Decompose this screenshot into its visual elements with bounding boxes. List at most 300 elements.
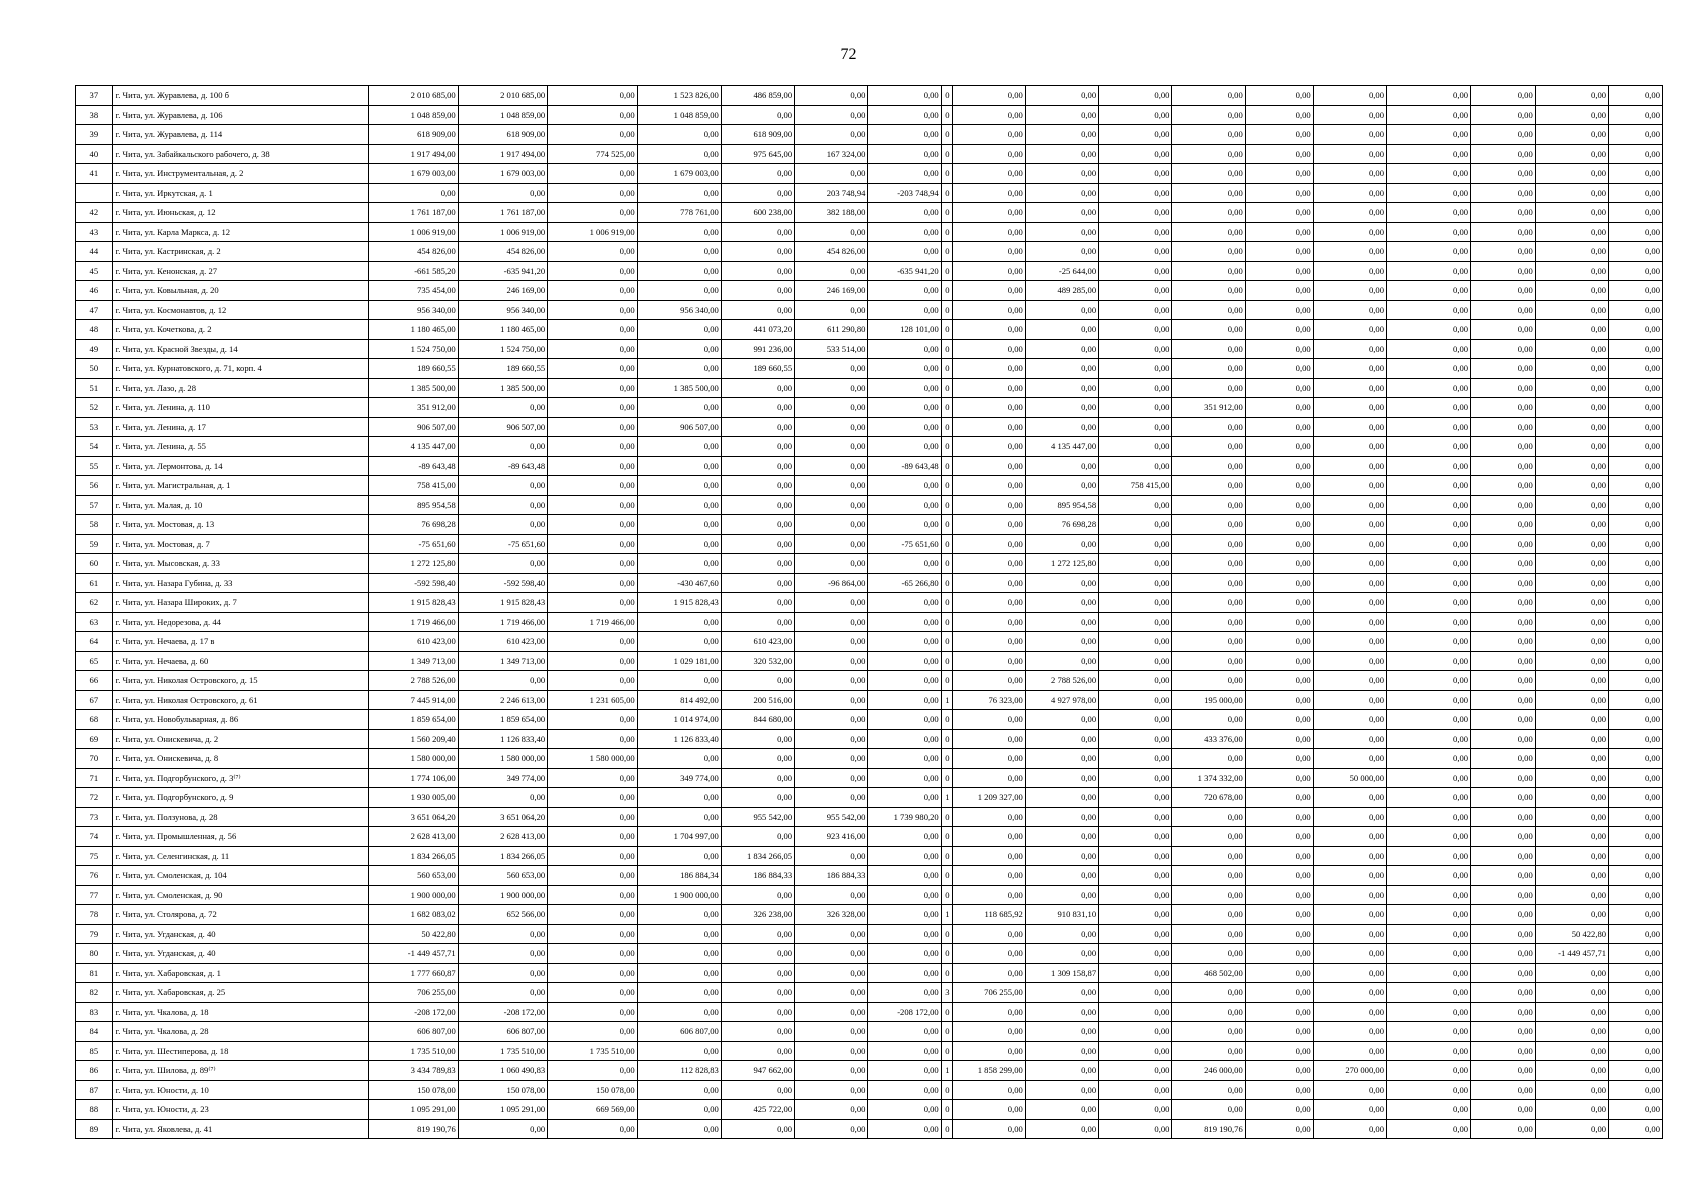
amount-cell: 0,00 [1471, 125, 1536, 145]
address-cell: г. Чита, ул. Подгорбунского, д. 3⁽⁷⁾ [112, 768, 369, 788]
amount-cell: 0,00 [1025, 105, 1098, 125]
amount-cell: 0,00 [1471, 710, 1536, 730]
amount-cell: 0,00 [1535, 476, 1608, 496]
amount-cell: 0,00 [868, 1022, 941, 1042]
amount-cell: 0,00 [795, 710, 868, 730]
amount-cell: 0,00 [795, 944, 868, 964]
amount-cell: 0,00 [1609, 729, 1663, 749]
amount-cell: 0 [941, 807, 952, 827]
amount-cell: 0,00 [1471, 749, 1536, 769]
amount-cell: 0,00 [1172, 320, 1245, 340]
amount-cell: 0,00 [637, 554, 721, 574]
row-number-cell: 68 [76, 710, 113, 730]
amount-cell: 0,00 [458, 398, 547, 418]
row-number-cell: 80 [76, 944, 113, 964]
amount-cell: 0,00 [795, 768, 868, 788]
amount-cell: 0,00 [1245, 710, 1313, 730]
amount-cell: 0,00 [1471, 534, 1536, 554]
address-cell: г. Чита, ул. Кенонская, д. 27 [112, 261, 369, 281]
amount-cell: 0,00 [1172, 593, 1245, 613]
amount-cell: 0,00 [637, 671, 721, 691]
amount-cell: 0,00 [1609, 788, 1663, 808]
amount-cell: 0,00 [637, 320, 721, 340]
amount-cell: 0,00 [637, 846, 721, 866]
amount-cell: 0,00 [548, 1061, 637, 1081]
amount-cell: 0,00 [795, 125, 868, 145]
amount-cell: 0,00 [1471, 281, 1536, 301]
amount-cell: 0,00 [1245, 671, 1313, 691]
amount-cell: 2 010 685,00 [369, 86, 458, 106]
amount-cell: 0,00 [1609, 242, 1663, 262]
amount-cell: 0,00 [868, 846, 941, 866]
amount-cell: 819 190,76 [1172, 1119, 1245, 1139]
amount-cell: 0,00 [795, 1022, 868, 1042]
amount-cell: 0,00 [1387, 1061, 1471, 1081]
amount-cell: 0,00 [868, 905, 941, 925]
amount-cell: 0,00 [795, 593, 868, 613]
amount-cell: 1 [941, 788, 952, 808]
amount-cell: 0,00 [952, 456, 1025, 476]
amount-cell: 0,00 [721, 944, 794, 964]
amount-cell: 0,00 [369, 183, 458, 203]
amount-cell: 0,00 [952, 125, 1025, 145]
amount-cell: 0,00 [1245, 203, 1313, 223]
row-number-cell: 73 [76, 807, 113, 827]
address-cell: г. Чита, ул. Мостовая, д. 7 [112, 534, 369, 554]
table-row [76, 105, 1663, 125]
amount-cell: 0,00 [868, 1061, 941, 1081]
row-number-cell: 63 [76, 612, 113, 632]
amount-cell: 0,00 [1172, 554, 1245, 574]
amount-cell: 0,00 [1471, 827, 1536, 847]
amount-cell: 0,00 [637, 632, 721, 652]
amount-cell: 0,00 [952, 1041, 1025, 1061]
amount-cell: 610 423,00 [369, 632, 458, 652]
amount-cell: 0,00 [952, 203, 1025, 223]
row-number-cell: 75 [76, 846, 113, 866]
table-row [76, 300, 1663, 320]
amount-cell: 0,00 [721, 983, 794, 1003]
amount-cell: -65 266,80 [868, 573, 941, 593]
amount-cell: 246 169,00 [795, 281, 868, 301]
table-row [76, 963, 1663, 983]
amount-cell: 0,00 [1313, 1022, 1386, 1042]
amount-cell: 4 135 447,00 [369, 437, 458, 457]
amount-cell: 0,00 [1387, 690, 1471, 710]
amount-cell: 0,00 [952, 944, 1025, 964]
amount-cell: 0 [941, 86, 952, 106]
amount-cell: 0,00 [795, 359, 868, 379]
amount-cell: 351 912,00 [369, 398, 458, 418]
amount-cell: 0,00 [1609, 593, 1663, 613]
amount-cell: 606 807,00 [369, 1022, 458, 1042]
row-number-cell: 54 [76, 437, 113, 457]
amount-cell: 1 272 125,80 [1025, 554, 1098, 574]
amount-cell: 0,00 [1099, 515, 1172, 535]
amount-cell: 0 [941, 417, 952, 437]
amount-cell: 0,00 [952, 612, 1025, 632]
amount-cell: 0 [941, 671, 952, 691]
amount-cell: 0,00 [721, 281, 794, 301]
amount-cell: 0,00 [637, 222, 721, 242]
amount-cell: 0,00 [1471, 1041, 1536, 1061]
amount-cell: 0,00 [637, 612, 721, 632]
amount-cell: 0,00 [1172, 281, 1245, 301]
address-cell: г. Чита, ул. Николая Островского, д. 61 [112, 690, 369, 710]
amount-cell: 0,00 [1172, 846, 1245, 866]
amount-cell: 0,00 [952, 1022, 1025, 1042]
amount-cell: 0 [941, 437, 952, 457]
amount-cell: 0,00 [1471, 417, 1536, 437]
amount-cell: 1 900 000,00 [637, 885, 721, 905]
amount-cell: 0,00 [1245, 729, 1313, 749]
amount-cell: 0,00 [1245, 573, 1313, 593]
address-cell: г. Чита, ул. Карла Маркса, д. 12 [112, 222, 369, 242]
amount-cell: 150 078,00 [458, 1080, 547, 1100]
amount-cell: 0,00 [1535, 261, 1608, 281]
amount-cell: 0,00 [1535, 281, 1608, 301]
amount-cell: 0,00 [868, 768, 941, 788]
amount-cell: 0,00 [1025, 788, 1098, 808]
amount-cell: 0,00 [1172, 300, 1245, 320]
amount-cell: 906 507,00 [637, 417, 721, 437]
amount-cell: 0,00 [1313, 690, 1386, 710]
amount-cell: 0,00 [721, 573, 794, 593]
table-row [76, 1022, 1663, 1042]
amount-cell: 0,00 [548, 671, 637, 691]
amount-cell: 0,00 [1025, 222, 1098, 242]
amount-cell: 1 761 187,00 [369, 203, 458, 223]
amount-cell: 0,00 [721, 729, 794, 749]
amount-cell: 0,00 [868, 1041, 941, 1061]
amount-cell: 0,00 [795, 378, 868, 398]
amount-cell: -635 941,20 [458, 261, 547, 281]
amount-cell: 0,00 [1245, 846, 1313, 866]
amount-cell: 0,00 [1535, 339, 1608, 359]
amount-cell: 0,00 [1535, 905, 1608, 925]
address-cell: г. Чита, ул. Чкалова, д. 28 [112, 1022, 369, 1042]
amount-cell: 0 [941, 924, 952, 944]
amount-cell: 2 628 413,00 [458, 827, 547, 847]
amount-cell: 0,00 [1387, 1119, 1471, 1139]
amount-cell: 0,00 [1609, 612, 1663, 632]
amount-cell: 0,00 [1609, 1061, 1663, 1081]
amount-cell: 0,00 [1172, 924, 1245, 944]
amount-cell: 0,00 [1099, 222, 1172, 242]
amount-cell: 0,00 [721, 788, 794, 808]
amount-cell: 0,00 [1535, 612, 1608, 632]
amount-cell: 0,00 [1535, 749, 1608, 769]
amount-cell: 0,00 [1099, 983, 1172, 1003]
amount-cell: -208 172,00 [868, 1002, 941, 1022]
amount-cell: -89 643,48 [868, 456, 941, 476]
amount-cell: 0,00 [721, 183, 794, 203]
amount-cell: 0,00 [1099, 788, 1172, 808]
amount-cell: 0,00 [1245, 690, 1313, 710]
amount-cell: 906 507,00 [458, 417, 547, 437]
table-row [76, 671, 1663, 691]
amount-cell: 1 560 209,40 [369, 729, 458, 749]
amount-cell: 1 095 291,00 [458, 1100, 547, 1120]
amount-cell: 0,00 [1471, 768, 1536, 788]
amount-cell: 0,00 [1172, 242, 1245, 262]
amount-cell: 0,00 [1313, 827, 1386, 847]
amount-cell: 1 679 003,00 [369, 164, 458, 184]
amount-cell: 758 415,00 [369, 476, 458, 496]
amount-cell: 1 309 158,87 [1025, 963, 1098, 983]
table-row [76, 203, 1663, 223]
amount-cell: 0,00 [1172, 1041, 1245, 1061]
amount-cell: 0,00 [1099, 242, 1172, 262]
amount-cell: 1 915 828,43 [369, 593, 458, 613]
amount-cell: 0,00 [1025, 125, 1098, 145]
amount-cell: 0,00 [637, 476, 721, 496]
amount-cell: 0,00 [1535, 1061, 1608, 1081]
amount-cell: 0,00 [1387, 398, 1471, 418]
amount-cell: 0,00 [1245, 320, 1313, 340]
amount-cell: 0,00 [1609, 320, 1663, 340]
amount-cell: 1 761 187,00 [458, 203, 547, 223]
amount-cell: 0,00 [721, 924, 794, 944]
amount-cell: 0,00 [1172, 105, 1245, 125]
amount-cell: 0,00 [868, 1100, 941, 1120]
amount-cell: 0,00 [1025, 924, 1098, 944]
amount-cell: 0,00 [952, 1100, 1025, 1120]
amount-cell: 0,00 [1535, 983, 1608, 1003]
amount-cell: 0,00 [458, 495, 547, 515]
amount-cell: 0,00 [637, 1119, 721, 1139]
amount-cell: 0 [941, 378, 952, 398]
amount-cell: 1 735 510,00 [369, 1041, 458, 1061]
amount-cell: 0,00 [721, 105, 794, 125]
amount-cell: 0,00 [952, 300, 1025, 320]
amount-cell: 186 884,34 [637, 866, 721, 886]
amount-cell: 0,00 [1535, 437, 1608, 457]
row-number-cell: 37 [76, 86, 113, 106]
amount-cell: 0,00 [1099, 417, 1172, 437]
amount-cell: 0,00 [1245, 1041, 1313, 1061]
row-number-cell: 83 [76, 1002, 113, 1022]
amount-cell: 0 [941, 261, 952, 281]
amount-cell: 618 909,00 [369, 125, 458, 145]
amount-cell: 1 930 005,00 [369, 788, 458, 808]
amount-cell: 0,00 [1535, 515, 1608, 535]
table-row [76, 125, 1663, 145]
amount-cell: 0,00 [1099, 866, 1172, 886]
amount-cell: 1 682 083,02 [369, 905, 458, 925]
amount-cell: 0,00 [1172, 456, 1245, 476]
amount-cell: -430 467,60 [637, 573, 721, 593]
amount-cell: 0,00 [637, 242, 721, 262]
amount-cell: 0,00 [1471, 924, 1536, 944]
table-row [76, 1041, 1663, 1061]
amount-cell: 0,00 [1172, 866, 1245, 886]
amount-cell: 0,00 [1535, 651, 1608, 671]
amount-cell: 0,00 [1471, 495, 1536, 515]
amount-cell: 0,00 [548, 924, 637, 944]
amount-cell: 0 [941, 495, 952, 515]
table-row [76, 846, 1663, 866]
amount-cell: 0,00 [868, 554, 941, 574]
row-number-cell: 41 [76, 164, 113, 184]
amount-cell: 0,00 [1245, 612, 1313, 632]
amount-cell: 955 542,00 [721, 807, 794, 827]
amount-cell: 0,00 [1387, 125, 1471, 145]
amount-cell: 1 006 919,00 [458, 222, 547, 242]
amount-cell: 956 340,00 [458, 300, 547, 320]
amount-cell: 1 048 859,00 [458, 105, 547, 125]
amount-cell: 0,00 [548, 846, 637, 866]
amount-cell: 0,00 [548, 515, 637, 535]
amount-cell: 1 834 266,05 [721, 846, 794, 866]
amount-cell: 1 385 500,00 [369, 378, 458, 398]
amount-cell: 0,00 [721, 534, 794, 554]
amount-cell: 0,00 [1535, 710, 1608, 730]
row-number-cell: 40 [76, 144, 113, 164]
row-number-cell: 79 [76, 924, 113, 944]
amount-cell: 0,00 [952, 632, 1025, 652]
amount-cell: 0,00 [868, 417, 941, 437]
amount-cell: 0,00 [1471, 86, 1536, 106]
amount-cell: 0,00 [1025, 1002, 1098, 1022]
amount-cell: 0,00 [1172, 144, 1245, 164]
amount-cell: 326 328,00 [795, 905, 868, 925]
amount-cell: 606 807,00 [637, 1022, 721, 1042]
amount-cell: 906 507,00 [369, 417, 458, 437]
amount-cell: 669 569,00 [548, 1100, 637, 1120]
amount-cell: 0,00 [868, 1119, 941, 1139]
amount-cell: 0,00 [1387, 846, 1471, 866]
amount-cell: 0,00 [1471, 456, 1536, 476]
address-cell: г. Чита, ул. Смоленская, д. 104 [112, 866, 369, 886]
amount-cell: 0,00 [548, 378, 637, 398]
amount-cell: 0,00 [1387, 417, 1471, 437]
row-number-cell: 53 [76, 417, 113, 437]
amount-cell: 1 915 828,43 [637, 593, 721, 613]
address-cell: г. Чита, ул. Июньская, д. 12 [112, 203, 369, 223]
amount-cell: 0,00 [952, 1119, 1025, 1139]
amount-cell: 0,00 [795, 222, 868, 242]
amount-cell: 0,00 [1025, 86, 1098, 106]
address-cell: г. Чита, ул. Кочеткова, д. 2 [112, 320, 369, 340]
amount-cell: 0,00 [868, 651, 941, 671]
amount-cell: 1 006 919,00 [548, 222, 637, 242]
amount-cell: 0,00 [868, 359, 941, 379]
address-cell: г. Чита, ул. Лазо, д. 28 [112, 378, 369, 398]
table-row [76, 164, 1663, 184]
amount-cell: -1 449 457,71 [1535, 944, 1608, 964]
amount-cell: 0,00 [1025, 1022, 1098, 1042]
amount-cell: 0,00 [952, 1080, 1025, 1100]
amount-cell: 0,00 [1313, 749, 1386, 769]
amount-cell: 0,00 [1172, 885, 1245, 905]
amount-cell: 0,00 [1471, 359, 1536, 379]
amount-cell: 0,00 [795, 476, 868, 496]
amount-cell: 0,00 [1387, 183, 1471, 203]
amount-cell: 706 255,00 [952, 983, 1025, 1003]
amount-cell: -203 748,94 [868, 183, 941, 203]
amount-cell: 0,00 [1313, 612, 1386, 632]
amount-cell: 0,00 [1387, 827, 1471, 847]
amount-cell: 0,00 [1609, 144, 1663, 164]
amount-cell: 0,00 [1471, 1100, 1536, 1120]
amount-cell: 0,00 [1387, 203, 1471, 223]
amount-cell: 0,00 [721, 378, 794, 398]
amount-cell: 0,00 [458, 476, 547, 496]
amount-cell: 0,00 [1099, 203, 1172, 223]
amount-cell: 0,00 [548, 495, 637, 515]
table-body [76, 86, 1663, 1139]
amount-cell: 1 917 494,00 [369, 144, 458, 164]
table-row [76, 86, 1663, 106]
amount-cell: 0,00 [1025, 573, 1098, 593]
amount-cell: 0 [941, 1022, 952, 1042]
amount-cell: 0,00 [1387, 963, 1471, 983]
amount-cell: 0 [941, 125, 952, 145]
amount-cell: 0,00 [1025, 378, 1098, 398]
amount-cell: 0,00 [1609, 398, 1663, 418]
amount-cell: 0,00 [1609, 1002, 1663, 1022]
amount-cell: 0,00 [1245, 515, 1313, 535]
amount-cell: 1 858 299,00 [952, 1061, 1025, 1081]
amount-cell: 0,00 [795, 1002, 868, 1022]
amount-cell: 1 014 974,00 [637, 710, 721, 730]
amount-cell: 0 [941, 300, 952, 320]
amount-cell: 189 660,55 [369, 359, 458, 379]
amount-cell: 0,00 [721, 1002, 794, 1022]
amount-cell: 0,00 [1099, 690, 1172, 710]
amount-cell: 0,00 [637, 515, 721, 535]
amount-cell: 189 660,55 [721, 359, 794, 379]
amount-cell: 0,00 [1245, 339, 1313, 359]
amount-cell: 0,00 [952, 339, 1025, 359]
amount-cell: -661 585,20 [369, 261, 458, 281]
amount-cell: 0,00 [548, 710, 637, 730]
amount-cell: 0 [941, 885, 952, 905]
amount-cell: 0,00 [868, 1080, 941, 1100]
amount-cell: 0,00 [1245, 378, 1313, 398]
amount-cell: 0,00 [868, 105, 941, 125]
amount-cell: 0,00 [868, 515, 941, 535]
amount-cell: 618 909,00 [458, 125, 547, 145]
amount-cell: 0,00 [1099, 125, 1172, 145]
amount-cell: 0,00 [1609, 417, 1663, 437]
amount-cell: 0,00 [952, 105, 1025, 125]
amount-cell: 0 [941, 768, 952, 788]
amount-cell: 0,00 [868, 300, 941, 320]
amount-cell: 1 006 919,00 [369, 222, 458, 242]
amount-cell: 0,00 [1025, 983, 1098, 1003]
table-row [76, 1080, 1663, 1100]
amount-cell: 0,00 [1313, 300, 1386, 320]
amount-cell: 0,00 [1609, 846, 1663, 866]
amount-cell: 0,00 [1245, 651, 1313, 671]
amount-cell: 0,00 [721, 963, 794, 983]
amount-cell: 7 445 914,00 [369, 690, 458, 710]
amount-cell: 0,00 [1025, 1041, 1098, 1061]
amount-cell: 1 523 826,00 [637, 86, 721, 106]
amount-cell: 1 048 859,00 [369, 105, 458, 125]
amount-cell: 1 060 490,83 [458, 1061, 547, 1081]
amount-cell: 0,00 [1471, 242, 1536, 262]
amount-cell: 0,00 [1387, 261, 1471, 281]
amount-cell: 600 238,00 [721, 203, 794, 223]
table-row [76, 242, 1663, 262]
amount-cell: 0,00 [1172, 632, 1245, 652]
amount-cell: 0,00 [952, 554, 1025, 574]
amount-cell: 0,00 [1313, 554, 1386, 574]
amount-cell: 1 917 494,00 [458, 144, 547, 164]
